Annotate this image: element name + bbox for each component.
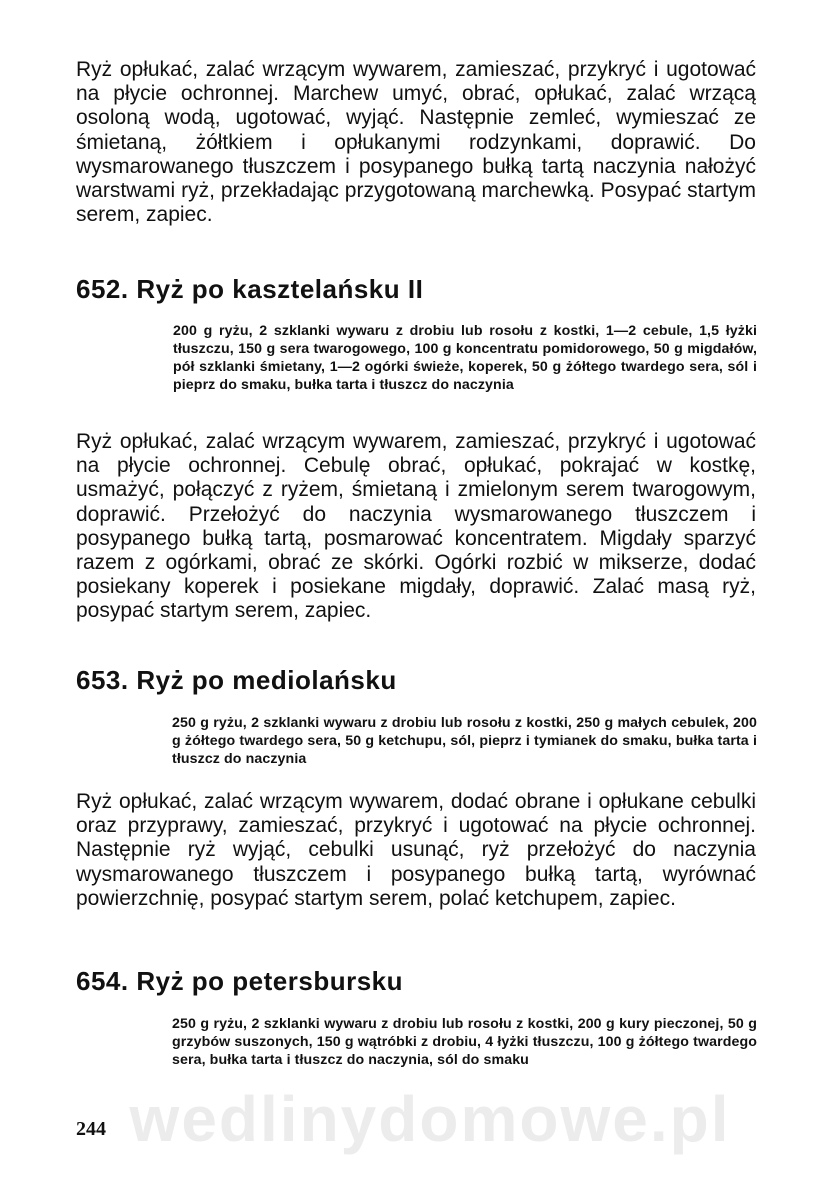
- recipe-654-title: 654. Ryż po petersbursku: [76, 966, 403, 996]
- watermark: wedlinydomowe.pl: [129, 1083, 731, 1155]
- intro-paragraph: Ryż opłukać, zalać wrzącym wywarem, zamieszać, przykryć i ugotować na płycie ochronnej. Marchew umyć, obrać, opłukać, zalać wrzącą osoloną wodą, ugotować, wyjąć. Następnie zemleć, wymieszać ze śmietaną, żółtkiem i opłukanymi rodzynkami, doprawić. Do wysmarowanego tłuszczem i posypanego bułką tartą naczynia nałożyć warstwami ryż, przekładając przygotowaną marchewką. Posypać startym serem, zapiec.: [76, 58, 756, 227]
- recipe-652-ingredients: 200 g ryżu, 2 szklanki wywaru z drobiu lub rosołu z kostki, 1—2 cebule, 1,5 łyżki tłuszczu, 150 g sera twarogowego, 100 g koncentratu pomidorowego, 50 g migdałów, pół szklanki śmietany, 1—2 ogórki świeże, koperek, 50 g żółtego twardego sera, sól i pieprz do smaku, bułka tarta i tłuszcz do naczynia: [173, 323, 757, 393]
- recipe-652-method: Ryż opłukać, zalać wrzącym wywarem, zamieszać, przykryć i ugotować na płycie ochronnej. Cebulę obrać, opłukać, pokrajać w kostkę, usmażyć, połączyć z ryżem, śmietaną i zmielonym serem twarogowym, doprawić. Przełożyć do naczynia wysmarowanego tłuszczem i posypanego bułką tartą, posmarować koncentratem. Migdały sparzyć razem z ogórkami, obrać ze skórki. Ogórki rozbić w mikserze, dodać posiekany koperek i posiekane migdały, doprawić. Zalać masą ryż, posypać startym serem, zapiec.: [76, 430, 756, 623]
- recipe-653-title: 653. Ryż po mediolańsku: [76, 665, 397, 695]
- recipe-652-title: 652. Ryż po kasztelańsku II: [76, 274, 424, 304]
- recipe-653-ingredients: 250 g ryżu, 2 szklanki wywaru z drobiu lub rosołu z kostki, 250 g małych cebulek, 200 g żółtego twardego sera, 50 g ketchupu, sól, pieprz i tymianek do smaku, bułka tarta i tłuszcz do naczynia: [172, 715, 757, 767]
- recipe-654-ingredients: 250 g ryżu, 2 szklanki wywaru z drobiu lub rosołu z kostki, 200 g kury pieczonej, 50 g grzybów suszonych, 150 g wątróbki z drobiu, 4 łyżki tłuszczu, 100 g żółtego twardego sera, bułka tarta i tłuszcz do naczynia, sól do smaku: [172, 1016, 757, 1068]
- page-number: 244: [76, 1118, 106, 1140]
- recipe-653-method: Ryż opłukać, zalać wrzącym wywarem, dodać obrane i opłukane cebulki oraz przyprawy, zamieszać, przykryć i ugotować na płycie ochronnej. Następnie ryż wyjąć, cebulki usunąć, ryż przełożyć do naczynia wysmarowanego tłuszczem i posypanego bułką tartą, wyrównać powierzchnię, posypać startym serem, polać ketchupem, zapiec.: [76, 790, 756, 910]
